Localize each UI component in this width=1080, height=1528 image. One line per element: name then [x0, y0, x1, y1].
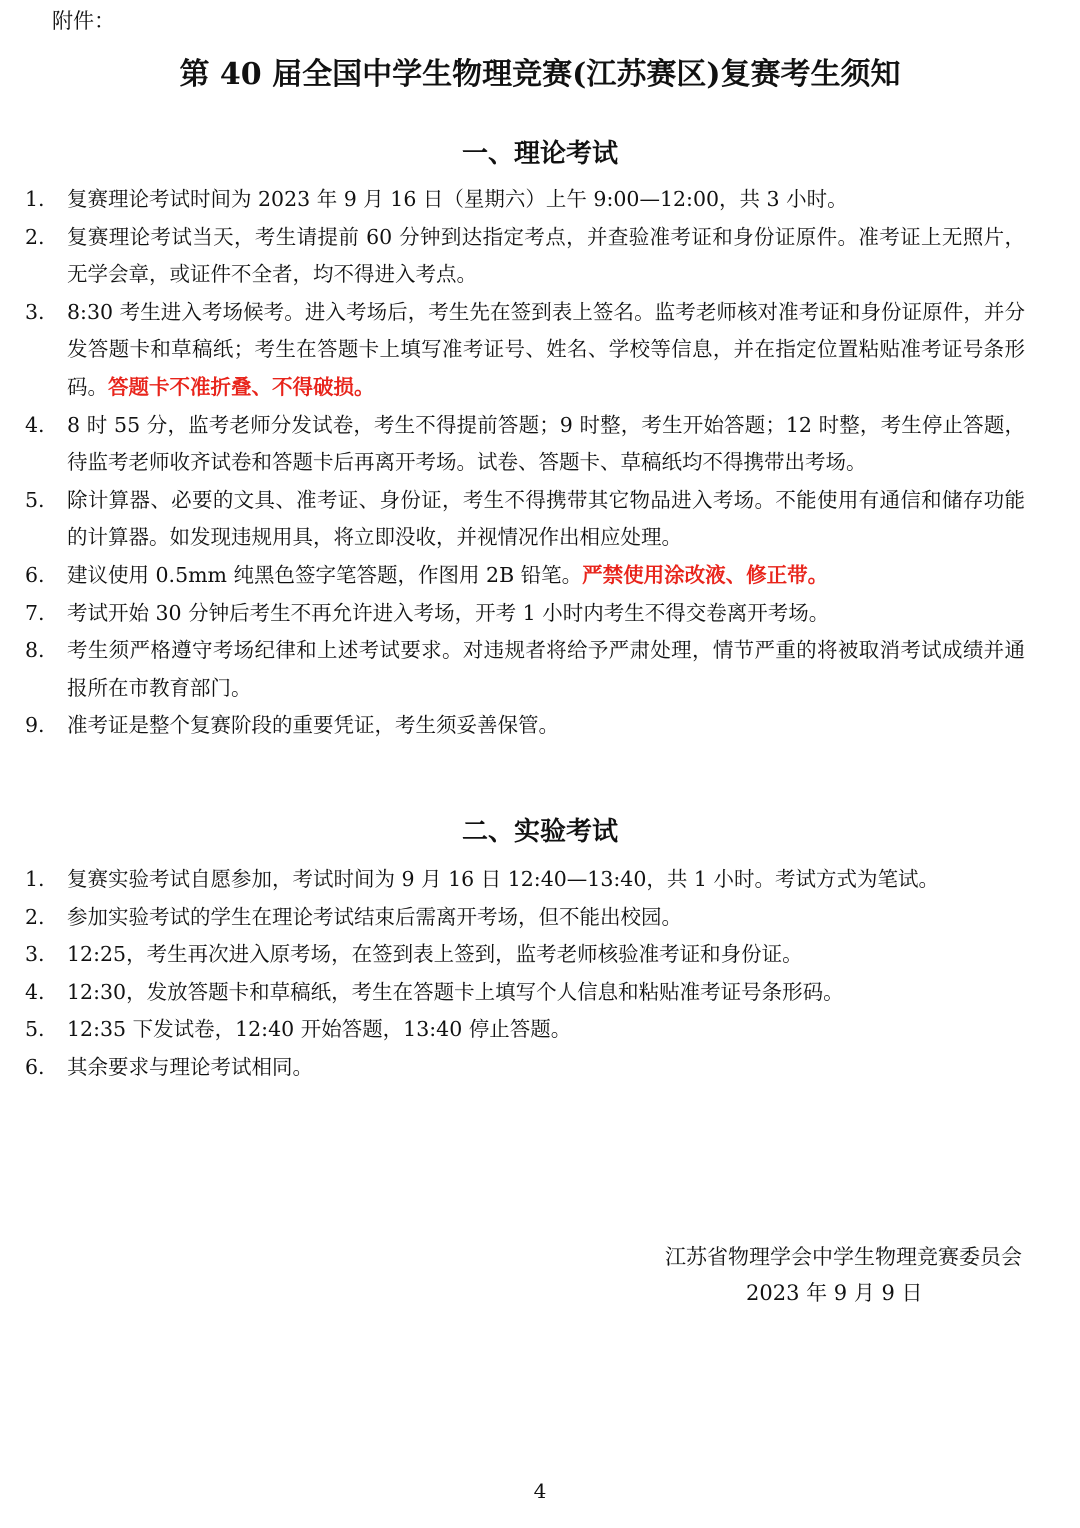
item-number: 3. [25, 299, 45, 324]
list-item [0, 899, 1080, 937]
item-text: 8:30 考生进入考场候考。进入考场后，考生先在签到表上签名。监考老师核对准考证和身份证原件，并分发答题卡和草稿纸；考生在答题卡上填写准考证号、姓名、学校等信息，并在指定位置粘贴准考证号条形码。 [67, 299, 1025, 399]
answer-card-warning: 答题卡不准折叠、不得破损。 [108, 374, 375, 399]
item-text: 考生须严格遵守考场纪律和上述考试要求。对违规者将给予严肃处理，情节严重的将被取消考试成绩并通报所在市教育部门。 [67, 638, 1025, 700]
item-number: 9. [25, 713, 45, 738]
item-number: 4. [25, 412, 45, 437]
item-number: 6. [25, 562, 45, 587]
item-number: 7. [25, 600, 45, 625]
item-number: 3. [25, 942, 45, 967]
item-text: 复赛理论考试时间为 2023 年 9 月 16 日（星期六）上午 9:00—12:00，共 3 小时。 [67, 187, 848, 211]
item-number: 2. [25, 224, 45, 249]
item-text: 复赛理论考试当天，考生请提前 60 分钟到达指定考点，并查验准考证和身份证原件。准考证上无照片，无学会章，或证件不全者，均不得进入考点。 [67, 224, 1025, 287]
item-number: 2. [25, 904, 45, 929]
signature-organization: 江苏省物理学会中学生物理竞赛委员会 [665, 1245, 1022, 1269]
item-text: 考试开始 30 分钟后考生不再允许进入考场，开考 1 小时内考生不得交卷离开考场。 [67, 600, 830, 625]
list-item [0, 407, 1080, 482]
item-number: 1. [25, 867, 45, 891]
list-item [0, 707, 1080, 745]
item-number: 5. [25, 487, 45, 512]
signature-date: 2023 年 9 月 9 日 [746, 1281, 923, 1305]
item-text: 参加实验考试的学生在理论考试结束后需离开考场，但不能出校园。 [67, 904, 682, 929]
item-text: 复赛实验考试自愿参加，考试时间为 9 月 16 日 12:40—13:40，共 1 小时。考试方式为笔试。 [67, 867, 939, 891]
item-number: 6. [25, 1054, 45, 1079]
page-number: 4 [533, 1479, 547, 1503]
item-text: 除计算器、必要的文具、准考证、身份证，考生不得携带其它物品进入考场。不能使用有通信和储存功能的计算器。如发现违规用具，将立即没收，并视情况作出相应处理。 [67, 487, 1025, 550]
item-number: 8. [25, 638, 45, 663]
list-item [0, 936, 1080, 974]
item-number: 5. [25, 1017, 45, 1042]
attachment-label: 附件： [52, 9, 115, 33]
item-text: 12:30，发放答题卡和草稿纸，考生在答题卡上填写个人信息和粘贴准考证号条形码。 [67, 979, 844, 1004]
item-text: 12:25，考生再次进入原考场，在签到表上签到，监考老师核验准考证和身份证。 [67, 942, 803, 967]
section-heading-experiment: 二、实验考试 [461, 817, 618, 847]
item-text: 其余要求与理论考试相同。 [67, 1054, 313, 1079]
experiment-exam-list [0, 861, 1080, 1087]
list-item [0, 1011, 1080, 1049]
list-item [0, 595, 1080, 633]
item-text: 准考证是整个复赛阶段的重要凭证，考生须妥善保管。 [67, 713, 559, 738]
item-text: 建议使用 0.5mm 纯黑色签字笔答题，作图用 2B 铅笔。 [67, 562, 583, 587]
list-item [0, 557, 1080, 595]
item-number: 4. [25, 979, 45, 1004]
list-item [0, 632, 1080, 707]
section-heading-theory: 一、理论考试 [461, 139, 618, 169]
list-item [0, 181, 1080, 219]
item-number: 1. [25, 187, 45, 211]
theory-exam-list [0, 181, 1080, 745]
item-text: 12:35 下发试卷，12:40 开始答题，13:40 停止答题。 [67, 1017, 572, 1042]
list-item [0, 861, 1080, 899]
correction-fluid-warning: 严禁使用涂改液、修正带。 [582, 562, 829, 587]
list-item [0, 219, 1080, 294]
list-item [0, 1049, 1080, 1087]
list-item [0, 974, 1080, 1012]
item-text: 8 时 55 分，监考老师分发试卷，考生不得提前答题；9 时整，考生开始答题；12 时整，考生停止答题，待监考老师收齐试卷和答题卡后再离开考场。试卷、答题卡、草稿纸均不得携带出考场。 [67, 412, 1025, 475]
document-title: 第 40 届全国中学生物理竞赛(江苏赛区)复赛考生须知 [179, 57, 901, 92]
list-item [0, 294, 1080, 407]
list-item [0, 482, 1080, 557]
